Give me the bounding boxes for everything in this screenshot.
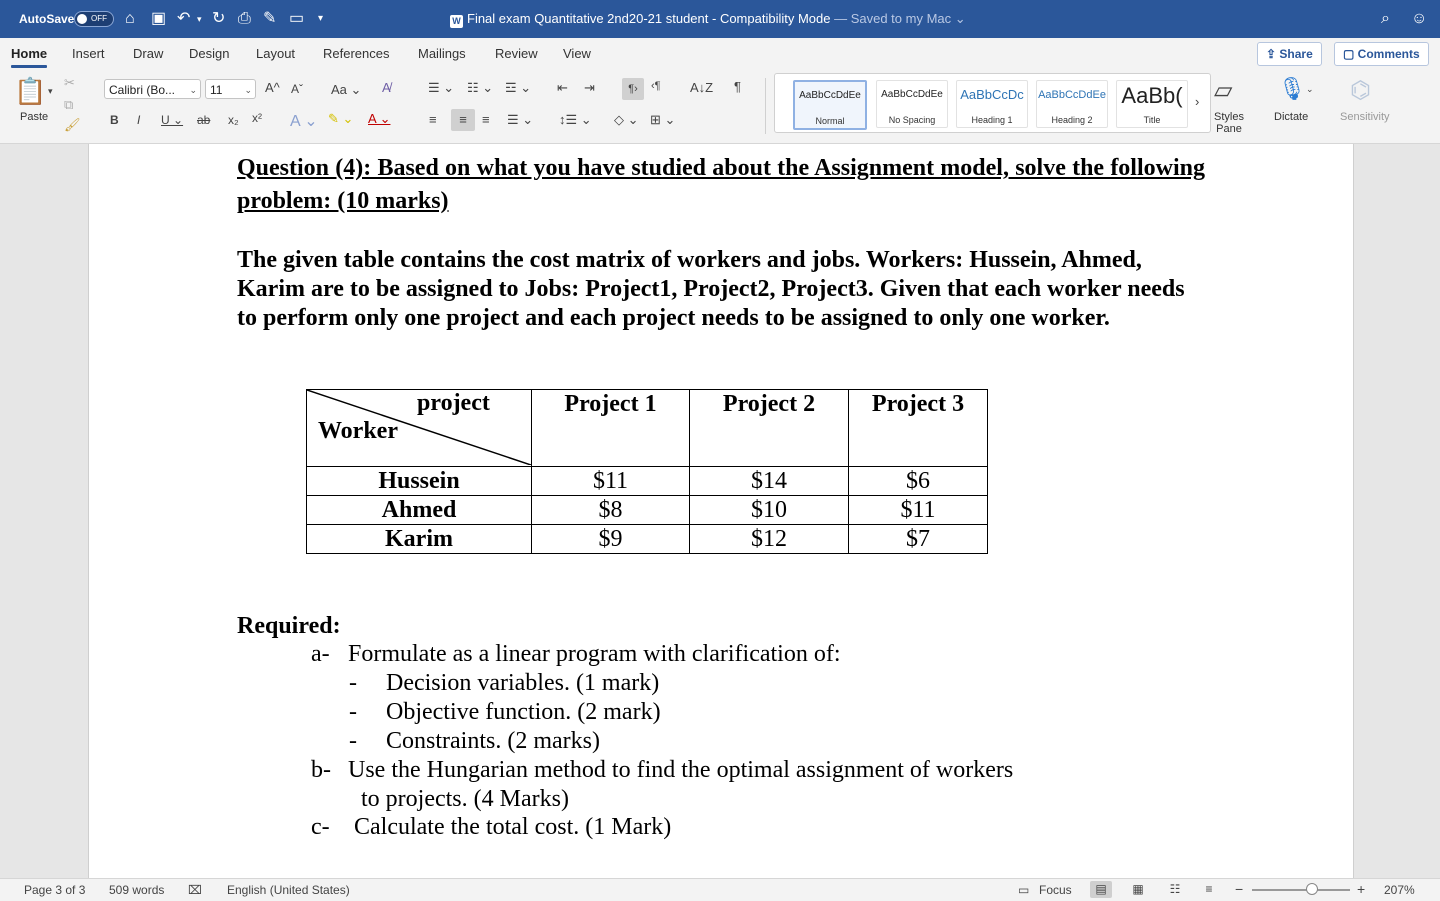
cost-matrix-table	[306, 389, 988, 554]
req-a-item: Objective function. (2 mark)	[386, 699, 661, 725]
clear-formatting-icon[interactable]: A̸	[382, 80, 391, 95]
req-b-text-continued: to projects. (4 Marks)	[361, 786, 569, 812]
styles-pane-icon[interactable]: ▱	[1214, 77, 1233, 104]
copy-icon[interactable]: ⧉	[64, 97, 74, 112]
shading-icon[interactable]: ◇ ⌄	[614, 112, 639, 127]
shrink-font-icon[interactable]: Aˇ	[291, 82, 303, 96]
sensitivity-label: Sensitivity	[1340, 111, 1390, 123]
corner-project-label: project	[417, 390, 490, 416]
column-header: Project 2	[690, 390, 849, 467]
bold-icon[interactable]: B	[110, 113, 119, 127]
corner-worker-label: Worker	[318, 418, 398, 444]
align-right-icon[interactable]: ≡	[482, 112, 490, 127]
document-page[interactable]	[88, 144, 1354, 878]
subscript-icon[interactable]: x₂	[228, 113, 239, 127]
cost-cell: $9	[532, 525, 690, 554]
redo-icon[interactable]: ↻	[212, 10, 226, 27]
style-normal[interactable]	[793, 80, 867, 130]
problem-intro: The given table contains the cost matrix of workers and jobs. Workers: Hussein, Ahmed, Karim are to be assigned to Jobs: Project1, Project2, Project3. Given that each worker needs to perform only one project and each project needs to be assigned to only one worker.	[237, 247, 1185, 331]
table-row	[307, 467, 988, 496]
autosave-label: AutoSave	[19, 12, 75, 26]
dash-marker: -	[349, 699, 357, 725]
cost-cell: $11	[532, 467, 690, 496]
increase-indent-icon[interactable]: ⇥	[584, 80, 595, 95]
word-count[interactable]: 509 words	[109, 883, 165, 897]
compatibility-mode: Compatibility Mode	[719, 11, 831, 26]
style-title[interactable]	[1116, 80, 1188, 128]
multilevel-list-icon[interactable]: ☲ ⌄	[505, 80, 532, 95]
paste-dropdown-icon[interactable]: ▾	[48, 86, 53, 96]
highlight-icon[interactable]: ✎ ⌄	[328, 111, 354, 126]
font-name-dropdown-icon: ⌄	[189, 85, 197, 95]
cost-cell: $14	[690, 467, 849, 496]
req-a-item: Decision variables. (1 mark)	[386, 670, 660, 696]
edit-icon[interactable]: ✎	[263, 10, 277, 27]
title-separator: -	[708, 11, 720, 26]
dash-marker: -	[349, 728, 357, 754]
divider	[765, 78, 766, 134]
style-preview: AaBbCcDdEe	[799, 90, 861, 101]
style-preview: AaBbCcDc	[960, 87, 1024, 102]
home-icon[interactable]: ⌂	[125, 10, 135, 27]
sensitivity-icon: ⌬	[1350, 77, 1371, 104]
table-row	[307, 525, 988, 554]
style-preview: AaBbCcDdEe	[881, 89, 943, 100]
worker-cell: Karim	[307, 525, 532, 554]
share-icon: ⇪	[1266, 47, 1280, 61]
zoom-slider-handle[interactable]	[1306, 883, 1318, 895]
ltr-icon[interactable]: ¶›	[622, 78, 644, 100]
tab-view[interactable]: View	[563, 46, 591, 61]
print-layout-icon[interactable]: ▤	[1090, 881, 1112, 898]
saved-status[interactable]: — Saved to my Mac	[830, 11, 952, 26]
style-name: Title	[1143, 115, 1161, 125]
undo-icon[interactable]: ↶	[177, 10, 191, 27]
question-heading: Question (4): Based on what you have studied about the Assignment model, solve the following problem: (10 marks)	[237, 155, 1205, 214]
outline-icon[interactable]: ☷	[1169, 882, 1181, 896]
undo-dropdown-icon[interactable]: ▾	[197, 14, 202, 24]
cost-cell: $12	[690, 525, 849, 554]
line-spacing-icon[interactable]: ↕☰ ⌄	[559, 112, 592, 127]
cut-icon[interactable]: ✂	[64, 75, 75, 90]
zoom-out-icon[interactable]: −	[1235, 881, 1244, 897]
focus-label[interactable]: Focus	[1039, 883, 1072, 897]
screen-icon[interactable]: ▭	[289, 10, 305, 27]
document-title	[450, 11, 966, 28]
dictate-label[interactable]: Dictate	[1274, 111, 1309, 123]
dash-marker: -	[349, 670, 357, 696]
web-layout-icon[interactable]: ▦	[1132, 882, 1144, 896]
title-bar	[0, 0, 1440, 38]
language[interactable]: English (United States)	[227, 883, 350, 897]
save-icon[interactable]: ▣	[151, 10, 167, 27]
justify-icon[interactable]: ☰ ⌄	[507, 112, 534, 127]
text-effects-icon[interactable]: A ⌄	[290, 113, 318, 130]
font-color-icon[interactable]: A ⌄	[368, 111, 391, 126]
style-heading-1[interactable]	[956, 80, 1028, 128]
font-name-combo[interactable]	[104, 79, 201, 99]
font-size-dropdown-icon: ⌄	[244, 85, 252, 95]
microphone-icon[interactable]: 🎙	[1278, 76, 1306, 101]
autosave-toggle[interactable]	[74, 11, 114, 27]
cost-cell: $8	[532, 496, 690, 525]
style-name: Normal	[815, 116, 845, 126]
tab-insert[interactable]: Insert	[72, 46, 105, 61]
style-name: Heading 2	[1051, 115, 1093, 125]
styles-pane-label[interactable]: Styles Pane	[1214, 111, 1244, 135]
cost-cell: $6	[849, 467, 988, 496]
req-c-text: Calculate the total cost. (1 Mark)	[354, 814, 672, 840]
font-size-combo[interactable]	[205, 79, 256, 99]
paste-label[interactable]: Paste	[20, 111, 49, 123]
font-size-value: 11	[210, 83, 223, 97]
table-row	[307, 496, 988, 525]
comments-label: Comments	[1357, 47, 1420, 61]
page-count[interactable]: Page 3 of 3	[24, 883, 86, 897]
tab-draw[interactable]: Draw	[133, 46, 164, 61]
document-name: Final exam Quantitative 2nd20-21 student	[467, 11, 709, 26]
show-formatting-icon[interactable]: ¶	[734, 79, 741, 94]
rtl-icon[interactable]: ‹¶	[651, 80, 661, 92]
zoom-level[interactable]: 207%	[1384, 883, 1415, 897]
sort-icon[interactable]: A↓Z	[690, 80, 714, 95]
column-header: Project 1	[532, 390, 690, 467]
style-preview: AaBb(	[1121, 83, 1183, 108]
worker-cell: Ahmed	[307, 496, 532, 525]
styles-gallery	[774, 73, 1211, 133]
search-icon[interactable]: ⌕	[1381, 10, 1390, 27]
cost-cell: $7	[849, 525, 988, 554]
tab-mailings[interactable]: Mailings	[418, 46, 466, 61]
draft-icon[interactable]: ≡	[1205, 882, 1213, 896]
align-left-icon[interactable]: ≡	[429, 112, 437, 127]
req-b-marker: b-	[311, 757, 331, 783]
paste-icon[interactable]: 📋	[14, 76, 47, 106]
req-b-text: Use the Hungarian method to find the optimal assignment of workers	[348, 757, 1014, 783]
req-a-text: Formulate as a linear program with clarification of:	[348, 641, 841, 667]
borders-icon[interactable]: ⊞ ⌄	[650, 112, 676, 127]
customize-toolbar-icon[interactable]: ▾	[318, 13, 324, 24]
req-a-item: Constraints. (2 marks)	[386, 728, 600, 754]
status-bar	[0, 878, 1440, 901]
decrease-indent-icon[interactable]: ⇤	[557, 80, 568, 95]
comments-button[interactable]	[1334, 42, 1429, 66]
strikethrough-icon[interactable]: ab	[197, 113, 211, 127]
worker-cell: Hussein	[307, 467, 532, 496]
style-preview: AaBbCcDdEe	[1038, 89, 1106, 101]
italic-icon[interactable]: I	[137, 113, 141, 127]
bullets-icon[interactable]: ☰ ⌄	[428, 80, 455, 95]
column-header: Project 3	[849, 390, 988, 467]
zoom-slider[interactable]	[1252, 889, 1350, 891]
ribbon-tabs	[0, 38, 1440, 70]
feedback-smiley-icon[interactable]: ☺	[1411, 10, 1428, 27]
proofing-icon[interactable]: ⌧	[188, 883, 202, 897]
focus-icon[interactable]: ▭	[1018, 883, 1030, 897]
tab-design[interactable]: Design	[189, 46, 230, 61]
format-painter-icon[interactable]: 🖌	[64, 117, 81, 132]
styles-more-chevron-icon[interactable]: ›	[1195, 94, 1200, 109]
tab-home[interactable]: Home	[11, 46, 48, 61]
superscript-icon[interactable]: x²	[252, 111, 262, 125]
grow-font-icon[interactable]: A^	[265, 80, 280, 95]
req-a-marker: a-	[311, 641, 330, 667]
align-center-icon[interactable]: ≡	[451, 109, 475, 131]
toggle-knob	[77, 14, 87, 24]
tab-layout[interactable]: Layout	[256, 46, 296, 61]
corner-cell	[307, 390, 532, 467]
print-icon[interactable]: ⎙	[238, 10, 251, 27]
numbering-icon[interactable]: ☷ ⌄	[467, 80, 494, 95]
cost-cell: $10	[690, 496, 849, 525]
font-name-value: Calibri (Bo...	[109, 83, 176, 97]
dictate-dropdown-icon[interactable]: ⌄	[1306, 84, 1314, 94]
style-name: Heading 1	[971, 115, 1013, 125]
zoom-in-icon[interactable]: +	[1357, 881, 1366, 897]
req-c-marker: c-	[311, 814, 330, 840]
tab-review[interactable]: Review	[495, 46, 538, 61]
comment-icon: ▢	[1343, 47, 1358, 61]
table-header-row	[307, 390, 988, 467]
diagonal-header	[307, 390, 531, 465]
saved-chevron-icon[interactable]: ⌄	[951, 11, 966, 26]
style-name: No Spacing	[888, 115, 936, 125]
share-button[interactable]	[1257, 42, 1322, 66]
style-heading-2[interactable]	[1036, 80, 1108, 128]
document-canvas[interactable]	[0, 144, 1440, 878]
style-no-spacing[interactable]	[876, 80, 948, 128]
change-case-icon[interactable]: Aa ⌄	[331, 82, 362, 97]
word-doc-icon: W	[450, 15, 463, 28]
tab-references[interactable]: References	[323, 46, 390, 61]
required-label: Required:	[237, 613, 341, 639]
underline-icon[interactable]: U ⌄	[161, 113, 184, 127]
cost-cell: $11	[849, 496, 988, 525]
autosave-state: OFF	[91, 14, 107, 23]
share-label: Share	[1279, 47, 1313, 61]
ribbon-home	[0, 70, 1440, 144]
